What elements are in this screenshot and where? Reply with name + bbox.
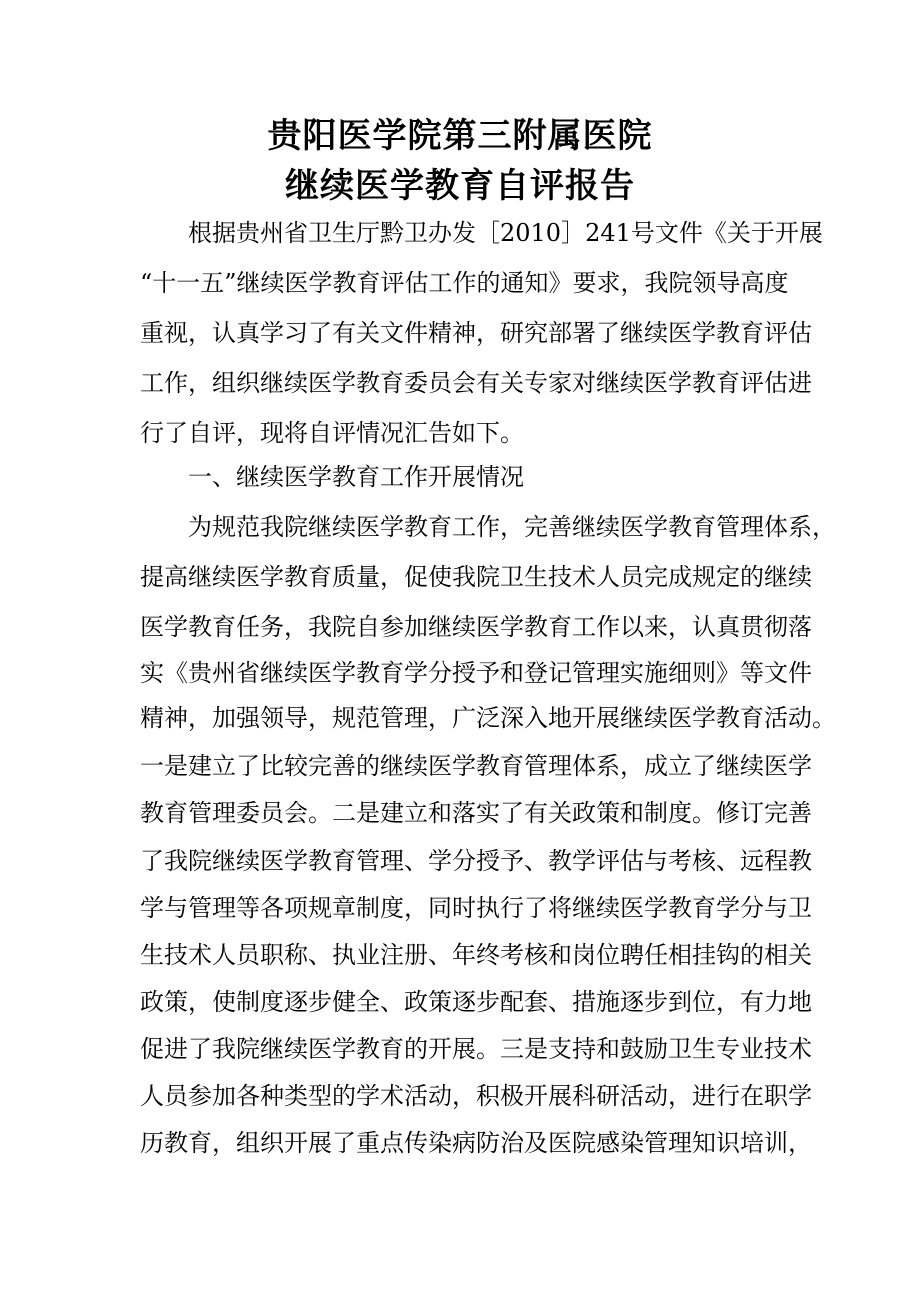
paragraph-2-line-6: 一是建立了比较完善的继续医学教育管理体系，成立了继续医学 <box>140 752 812 780</box>
section-1-heading: 一、继续医学教育工作开展情况 <box>188 463 524 491</box>
paragraph-2-line-13: 人员参加各种类型的学术活动，积极开展科研活动，进行在职学 <box>140 1082 812 1110</box>
paragraph-2-line-8: 了我院继续医学教育管理、学分授予、教学评估与考核、远程教 <box>140 847 812 875</box>
document-title-line-2: 继续医学教育自评报告 <box>285 166 635 206</box>
paragraph-2-line-5: 精神，加强领导，规范管理，广泛深入地开展继续医学教育活动。 <box>140 704 836 732</box>
paragraph-2-line-12: 促进了我院继续医学教育的开展。三是支持和鼓励卫生专业技术 <box>140 1035 812 1063</box>
paragraph-1-line-3: 重视，认真学习了有关文件精神，研究部署了继续医学教育评估 <box>140 319 812 347</box>
paragraph-1-line-2: “十一五”继续医学教育评估工作的通知》要求，我院领导高度 <box>140 269 789 297</box>
paragraph-2-line-2: 提高继续医学教育质量，促使我院卫生技术人员完成规定的继续 <box>140 563 812 591</box>
paragraph-2-line-4: 实《贵州省继续医学教育学分授予和登记管理实施细则》等文件 <box>140 659 812 687</box>
paragraph-2-line-1: 为规范我院继续医学教育工作，完善继续医学教育管理体系， <box>188 513 836 541</box>
paragraph-1-line-5: 行了自评，现将自评情况汇告如下。 <box>140 419 524 447</box>
paragraph-1-line-4: 工作，组织继续医学教育委员会有关专家对继续医学教育评估进 <box>140 369 812 397</box>
paragraph-1-line-1: 根据贵州省卫生厅黔卫办发［2010］241号文件《关于开展 <box>188 219 823 247</box>
paragraph-2-line-3: 医学教育任务，我院自参加继续医学教育工作以来，认真贯彻落 <box>140 613 812 641</box>
paragraph-2-line-9: 学与管理等各项规章制度，同时执行了将继续医学教育学分与卫 <box>140 894 812 922</box>
paragraph-2-line-7: 教育管理委员会。二是建立和落实了有关政策和制度。修订完善 <box>140 799 812 827</box>
document-title-line-1: 贵阳医学院第三附属医院 <box>267 116 653 156</box>
paragraph-2-line-14: 历教育，组织开展了重点传染病防治及医院感染管理知识培训， <box>140 1129 812 1157</box>
paragraph-2-line-11: 政策，使制度逐步健全、政策逐步配套、措施逐步到位，有力地 <box>140 988 812 1016</box>
paragraph-2-line-10: 生技术人员职称、执业注册、年终考核和岗位聘任相挂钩的相关 <box>140 941 812 969</box>
